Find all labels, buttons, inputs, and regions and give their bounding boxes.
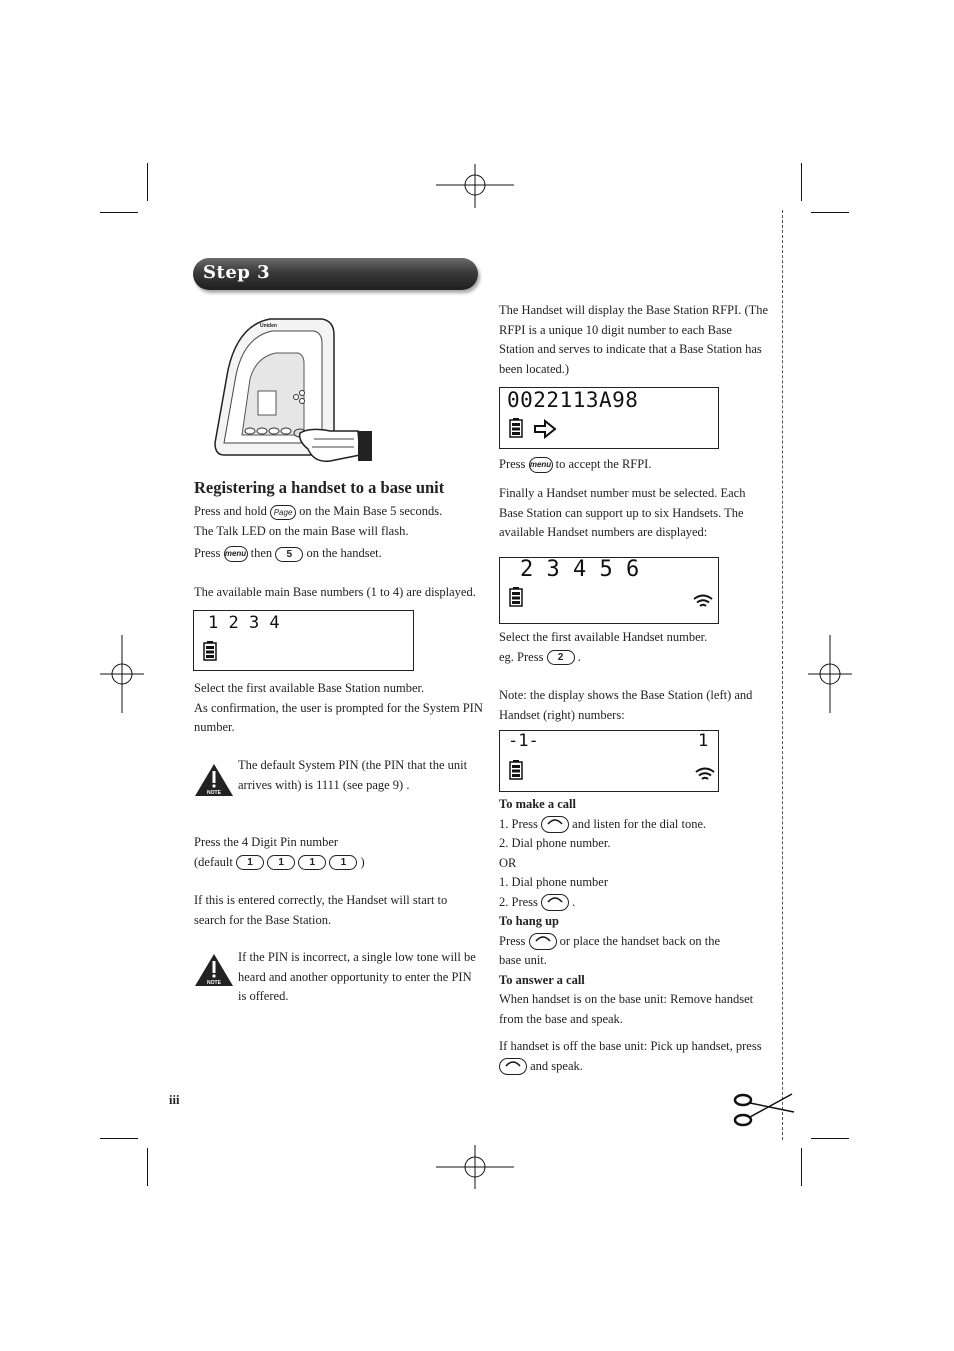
crop-mark — [801, 1148, 802, 1186]
key-1-icon: 1 — [267, 855, 295, 870]
lcd-digits: 0022113A98 — [507, 388, 639, 412]
text: Press — [499, 933, 526, 948]
battery-icon — [509, 418, 523, 438]
key-2-icon: 2 — [547, 650, 575, 665]
text: Press — [194, 546, 221, 560]
select-base-text — [194, 679, 484, 738]
text: to accept the RFPI. — [555, 457, 652, 471]
lcd-display-base-handset — [499, 730, 719, 792]
registration-mark-right — [808, 635, 852, 713]
lcd-handset-number: 1 — [698, 731, 709, 751]
lcd-digits: 2 3 4 5 6 — [520, 557, 640, 582]
note-default-pin: The default System PIN (the PIN that the unit arrives with) is 1111 (see page 9) . — [238, 758, 468, 792]
text: 2. Dial phone number. — [499, 836, 611, 850]
text: base unit. — [499, 953, 547, 967]
accept-rfpi-text — [499, 455, 769, 475]
text: (default — [194, 854, 233, 869]
enter-pin-text — [194, 833, 484, 872]
signal-icon — [695, 766, 715, 782]
note-warning-icon — [194, 953, 234, 987]
text: 1. Press — [499, 816, 538, 831]
search-text: If this is entered correctly, the Handset will start to search for the Base Station. — [194, 893, 448, 927]
battery-icon — [203, 641, 217, 661]
select-handset-text — [499, 628, 769, 667]
scissors-icon — [730, 1090, 796, 1132]
key-5-icon: 5 — [275, 547, 303, 562]
text: on the handset. — [306, 546, 382, 560]
step-banner — [193, 258, 478, 290]
note-incorrect-pin: If the PIN is incorrect, a single low tone will be heard and another opportunity to enter the PIN is offered. — [238, 950, 476, 1003]
answer-off-base-text — [499, 1037, 774, 1076]
note-label: NOTE — [207, 790, 221, 796]
page-number: iii — [169, 1093, 180, 1107]
key-1-icon: 1 — [329, 855, 357, 870]
crop-mark — [147, 163, 148, 201]
crop-mark — [811, 212, 849, 213]
step-label: Step 3 — [203, 262, 271, 283]
signal-icon — [693, 593, 713, 609]
text: When handset is on the base unit: Remove handset from the base and speak. — [499, 992, 754, 1026]
handset-number-text: Finally a Handset number must be selected. Each Base Station can support up to six Handsets. The available Handset numbers are displayed: — [499, 486, 746, 539]
talk-key-icon — [499, 1058, 527, 1075]
text: Press and hold — [194, 504, 267, 518]
crop-mark — [100, 212, 138, 213]
battery-icon — [509, 587, 523, 607]
registration-mark-bottom — [436, 1145, 514, 1189]
lcd-display-handset-numbers — [499, 557, 719, 624]
text: Press the 4 Digit Pin number — [194, 835, 339, 849]
text: As confirmation, the user is prompted for the System PIN number. — [194, 700, 483, 734]
crop-mark — [801, 163, 802, 201]
registration-mark-top — [436, 164, 514, 208]
menu-key-icon: menu — [224, 546, 248, 562]
lcd-digits: 1 2 3 4 — [208, 613, 280, 633]
answer-call-heading: To answer a call — [499, 972, 585, 987]
registration-mark-left — [100, 635, 144, 713]
arrow-right-icon — [533, 419, 557, 439]
text: . — [577, 649, 581, 664]
text: OR — [499, 855, 517, 870]
talk-key-icon — [529, 933, 557, 950]
rfpi-text: The Handset will display the Base Station RFPI. (The RFPI is a unique 10 digit number to each Base Station and serves to indicate that a Base Station has been located.) — [499, 303, 769, 376]
text: ) — [360, 854, 365, 869]
text: then — [250, 546, 273, 560]
key-1-icon: 1 — [298, 855, 326, 870]
talk-key-icon — [541, 894, 569, 911]
base-numbers-text: The available main Base numbers (1 to 4) are displayed. — [194, 585, 476, 599]
make-call-heading: To make a call — [499, 797, 576, 811]
text: . — [572, 894, 576, 909]
device-brand: Uniden — [260, 323, 277, 329]
crop-mark — [100, 1138, 138, 1139]
crop-mark — [147, 1148, 148, 1186]
page-key-icon: Page — [270, 505, 296, 520]
note-warning-icon — [194, 763, 234, 797]
display-note-text: Note: the display shows the Base Station (left) and Handset (right) numbers: — [499, 688, 753, 722]
lcd-base-number: -1- — [508, 731, 539, 751]
hang-up-heading: To hang up — [499, 914, 559, 928]
text: Select the first available Base Station number. — [194, 681, 425, 695]
text: on the Main Base 5 seconds. — [299, 504, 443, 518]
text: 1. Dial phone number — [499, 875, 609, 889]
text: If handset is off the base unit: Pick up handset, press — [499, 1039, 762, 1053]
call-instructions — [499, 795, 774, 1029]
lcd-display-base-numbers — [193, 610, 414, 671]
text: eg. Press — [499, 649, 544, 664]
text: and listen for the dial tone. — [572, 816, 707, 831]
crop-mark — [811, 1138, 849, 1139]
text: or place the handset back on the — [559, 933, 721, 948]
lcd-display-rfpi — [499, 387, 719, 449]
battery-icon — [509, 760, 523, 780]
menu-key-icon: menu — [529, 457, 553, 473]
text: The Talk LED on the main Base will flash. — [194, 523, 409, 538]
note-label: NOTE — [207, 980, 221, 986]
text: 2. Press — [499, 894, 538, 909]
base-station-illustration — [210, 315, 380, 467]
text: Select the first available Handset number. — [499, 630, 708, 644]
key-1-icon: 1 — [236, 855, 264, 870]
instruction-press-menu-5 — [194, 544, 484, 564]
section-heading: Registering a handset to a base unit — [194, 478, 445, 497]
text: and speak. — [530, 1058, 583, 1073]
talk-key-icon — [541, 816, 569, 833]
cut-line — [782, 210, 783, 1140]
instruction-press-page — [194, 502, 484, 541]
text: Press — [499, 457, 526, 471]
